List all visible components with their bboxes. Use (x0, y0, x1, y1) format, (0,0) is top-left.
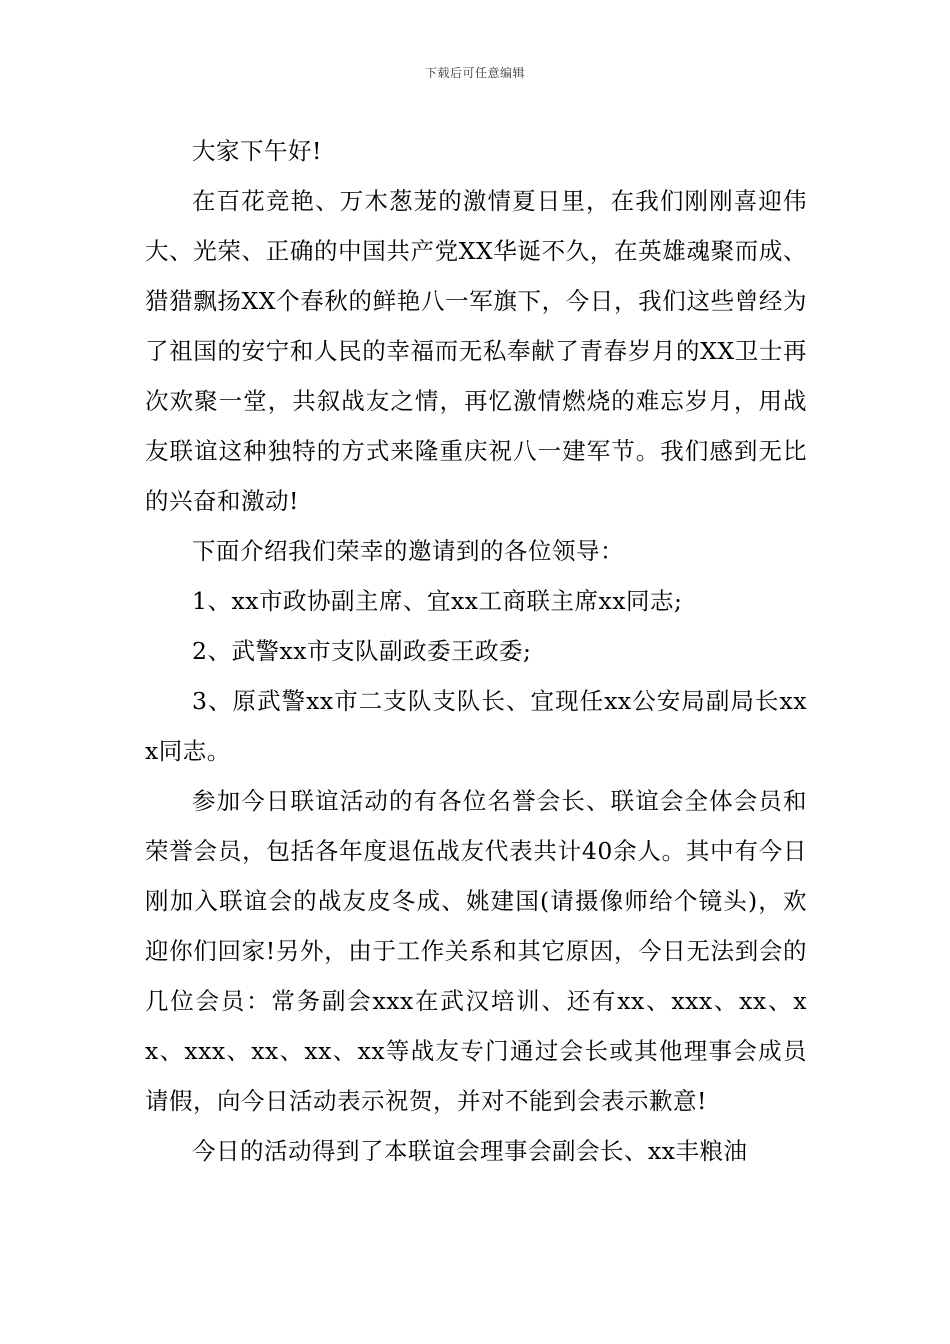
list-item-leader-2: 2、武警xx市支队副政委王政委; (192, 637, 532, 665)
list-item-leader-3: 3、原武警xx市二支队支队长、宜现任xx公安局副局长xxx同志。 (145, 687, 807, 765)
header-note: 下载后可任意编辑 (424, 66, 525, 80)
paragraph-opening: 在百花竞艳、万木葱茏的激情夏日里，在我们刚刚喜迎伟大、光荣、正确的中国共产党XX华诞不久，在英雄魂聚而成、猎猎飘扬XX个春秋的鲜艳八一军旗下，今日，我们这些曾经为了祖国的安宁和人民的幸福而无私奉献了青春岁月的XX卫士再次欢聚一堂，共叙战友之情，再忆激情燃烧的难忘岁月，用战友联谊这种独特的方式来隆重庆祝八一建军节。我们感到无比的兴奋和激动! (145, 187, 807, 515)
paragraph-leaders-intro: 下面介绍我们荣幸的邀请到的各位领导： (192, 537, 624, 565)
paragraph-sponsors: 今日的活动得到了本联谊会理事会副会长、xx丰粮油 (192, 1137, 748, 1165)
paragraph-attendees: 参加今日联谊活动的有各位名誉会长、联谊会全体会员和荣誉会员，包括各年度退伍战友代表共计40余人。其中有今日刚加入联谊会的战友皮冬成、姚建国(请摄像师给个镜头)，欢迎你们回家!另外，由于工作关系和其它原因，今日无法到会的几位会员：常务副会xxx在武汉培训、还有xx、xxx、xx、xx、xxx、xx、xx、xx等战友专门通过会长或其他理事会成员请假，向今日活动表示祝贺，并对不能到会表示歉意! (145, 787, 807, 1115)
paragraph-greeting: 大家下午好! (192, 137, 322, 165)
list-item-leader-1: 1、xx市政协副主席、宜xx工商联主席xx同志; (192, 587, 683, 615)
document-body (145, 126, 807, 1176)
